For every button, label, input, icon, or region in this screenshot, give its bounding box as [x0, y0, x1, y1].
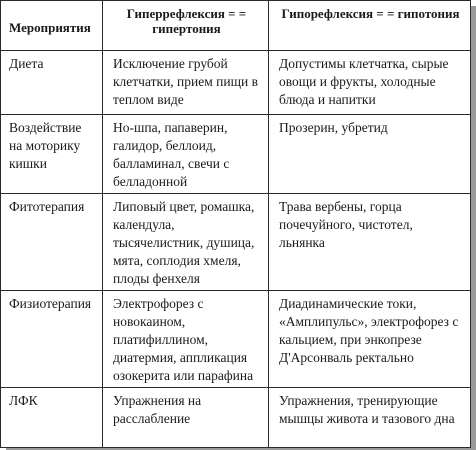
hyper-cell: Упражнения на расслабление [103, 388, 269, 448]
table-row [1, 51, 471, 115]
table-row [1, 115, 471, 194]
hypo-cell: Трава вербены, горца почечуйного, чистотел, льнянка [269, 194, 471, 291]
measure-cell: Фитотерапия [1, 194, 103, 291]
hypo-cell: Диадинамические токи, «Амплипульс», электрофорез с кальцием, при энкопрезе Д'Арсонваль ректально [269, 291, 471, 388]
header-hyperreflexia: Гиперрефлексия = = гипертония [103, 1, 269, 51]
hypo-cell: Прозерин, убретид [269, 115, 471, 194]
measure-cell: Физиотерапия [1, 291, 103, 388]
table-row [1, 194, 471, 291]
header-hyporeflexia: Гипорефлексия = = гипотония [269, 1, 471, 51]
hypo-cell: Допустимы клетчатка, сырые овощи и фрукты, холодные блюда и напитки [269, 51, 471, 115]
hypo-cell: Упражнения, тренирующие мышцы живота и тазового дна [269, 388, 471, 448]
measure-cell: ЛФК [1, 388, 103, 448]
measure-cell: Воздействие на моторику кишки [1, 115, 103, 194]
hyper-cell: Электрофорез с новокаином, платифиллином, диатермия, аппликация озокерита или парафина [103, 291, 269, 388]
header-measures: Мероприятия [1, 1, 103, 51]
table-row [1, 291, 471, 388]
hyper-cell: Но-шпа, папаверин, галидор, беллоид, балламинал, свечи с белладонной [103, 115, 269, 194]
hyper-cell: Липовый цвет, ромашка, календула, тысячелистник, душица, мята, соплодия хмеля, плоды фенхеля [103, 194, 269, 291]
table-row [1, 388, 471, 448]
measure-cell: Диета [1, 51, 103, 115]
hyper-cell: Исключение грубой клетчатки, прием пищи в теплом виде [103, 51, 269, 115]
table-header-row [1, 1, 471, 51]
